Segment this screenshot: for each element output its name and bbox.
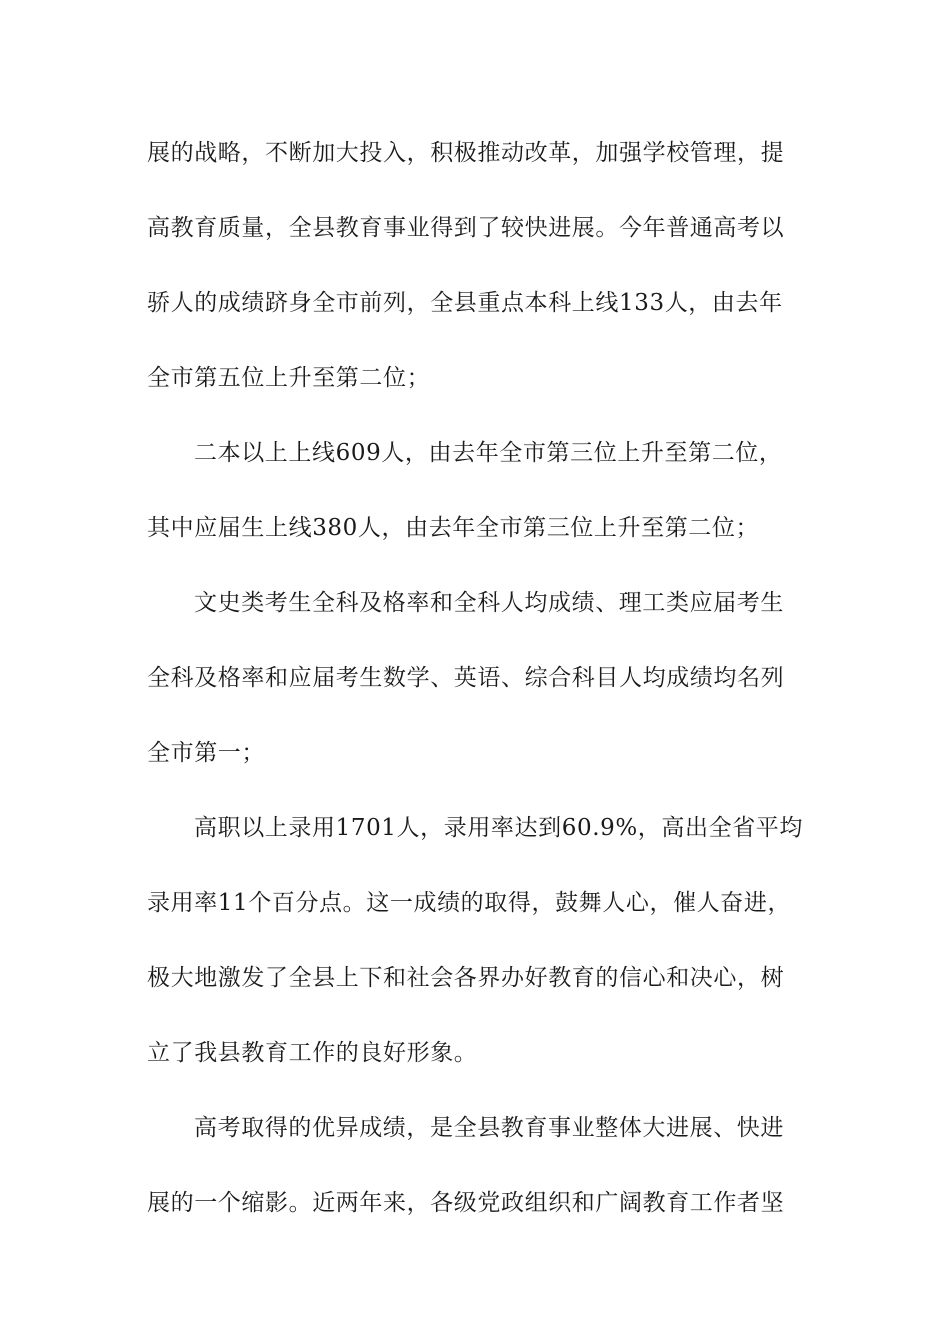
paragraph-start-line: 二本以上上线609人，由去年全市第三位上升至第二位， xyxy=(194,440,783,466)
paragraph-start-line: 高职以上录用1701人，录用率达到60.9%，高出全省平均 xyxy=(194,815,803,841)
paragraph-start-line: 文史类考生全科及格率和全科人均成绩、理工类应届考生 xyxy=(194,590,784,616)
text-line: 立了我县教育工作的良好形象。 xyxy=(147,1040,478,1066)
paragraph-start-line: 高考取得的优异成绩，是全县教育事业整体大进展、快进 xyxy=(194,1115,784,1141)
document-body xyxy=(147,126,803,1251)
text-line: 其中应届生上线380人，由去年全市第三位上升至第二位； xyxy=(147,515,760,541)
text-line: 全市第一； xyxy=(147,740,265,766)
text-line: 全市第五位上升至第二位； xyxy=(147,365,431,391)
text-line: 展的战略，不断加大投入，积极推动改革，加强学校管理，提 xyxy=(147,140,785,166)
text-line: 极大地激发了全县上下和社会各界办好教育的信心和决心，树 xyxy=(147,965,785,991)
text-line: 骄人的成绩跻身全市前列，全县重点本科上线133人，由去年 xyxy=(147,290,783,316)
text-line: 高教育质量，全县教育事业得到了较快进展。今年普通高考以 xyxy=(147,215,785,241)
text-line: 录用率11个百分点。这一成绩的取得，鼓舞人心，催人奋进， xyxy=(147,890,792,916)
text-line: 全科及格率和应届考生数学、英语、综合科目人均成绩均名列 xyxy=(147,665,785,691)
text-line: 展的一个缩影。近两年来，各级党政组织和广阔教育工作者坚 xyxy=(147,1190,785,1216)
